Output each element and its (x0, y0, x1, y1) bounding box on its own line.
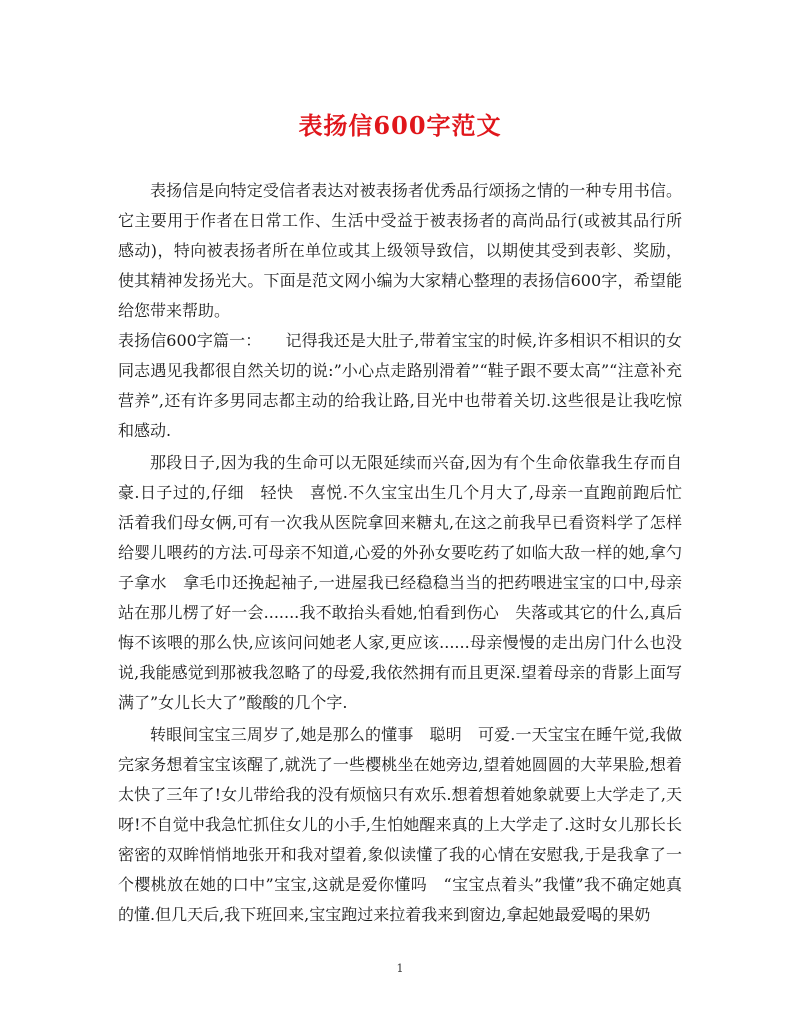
paragraph-mother-days: 那段日子,因为我的生命可以无限延续而兴奋,因为有个生命依靠我生存而自豪.日子过的,仔细 轻快 喜悦.不久宝宝出生几个月大了,母亲一直跑前跑后忙活着我们母女俩,可有一次我从医院拿回来糖丸,在这之前我早已看资料学了怎样给婴儿喂药的方法.可母亲不知道,心爱的外孙女要吃药了如临大敌一样的她,拿勺子拿水 拿毛巾还挽起袖子,一进屋我已经稳稳当当的把药喂进宝宝的口中,母亲站在那儿楞了好一会.......我不敢抬头看她,怕看到伤心 失落或其它的什么,真后悔不该喂的那么快,应该问问她老人家,更应该......母亲慢慢的走出房门什么也没说,我能感觉到那被我忽略了的母爱,我依然拥有而且更深.望着母亲的背影上面写满了”女儿长大了”酸酸的几个字. (118, 453, 682, 712)
document-title: 表扬信600字范文 (298, 111, 502, 140)
document-body (118, 176, 682, 930)
page-number: 1 (396, 962, 404, 975)
paragraph-three-years: 转眼间宝宝三周岁了,她是那么的懂事 聪明 可爱.一天宝宝在睡午觉,我做完家务想着宝宝该醒了,就洗了一些樱桃坐在她旁边,望着她圆圆的大苹果脸,想着太快了三年了!女儿带给我的没有烦恼只有欢乐.想着想着她象就要上大学走了,天呀!不自觉中我急忙抓住女儿的小手,生怕她醒来真的上大学走了.这时女儿那长长密密的双眸悄悄地张开和我对望着,象似读懂了我的心情在安慰我,于是我拿了一个樱桃放在她的口中”宝宝,这就是爱你懂吗 “宝宝点着头”我懂”我不确定她真的懂.但几天后,我下班回来,宝宝跑过来拉着我来到窗边,拿起她最爱喝的果奶 (118, 725, 682, 924)
paragraph-intro: 表扬信是向特定受信者表达对被表扬者优秀品行颂扬之情的一种专用书信。它主要用于作者在日常工作、生活中受益于被表扬者的高尚品行(或被其品行所感动)，特向被表扬者所在单位或其上级领导致信，以期使其受到表彰、奖励，使其精神发扬光大。下面是范文网小编为大家精心整理的表扬信600字，希望能给您带来帮助。 (118, 181, 682, 320)
paragraph-letter-one: 表扬信600字篇一： 记得我还是大肚子,带着宝宝的时候,许多相识不相识的女同志遇见我都很自然关切的说:”小心点走路别滑着”“鞋子跟不要太高”“注意补充营养”,还有许多男同志都主动的给我让路,目光中也带着关切.这些很是让我吃惊和感动. (118, 331, 682, 440)
